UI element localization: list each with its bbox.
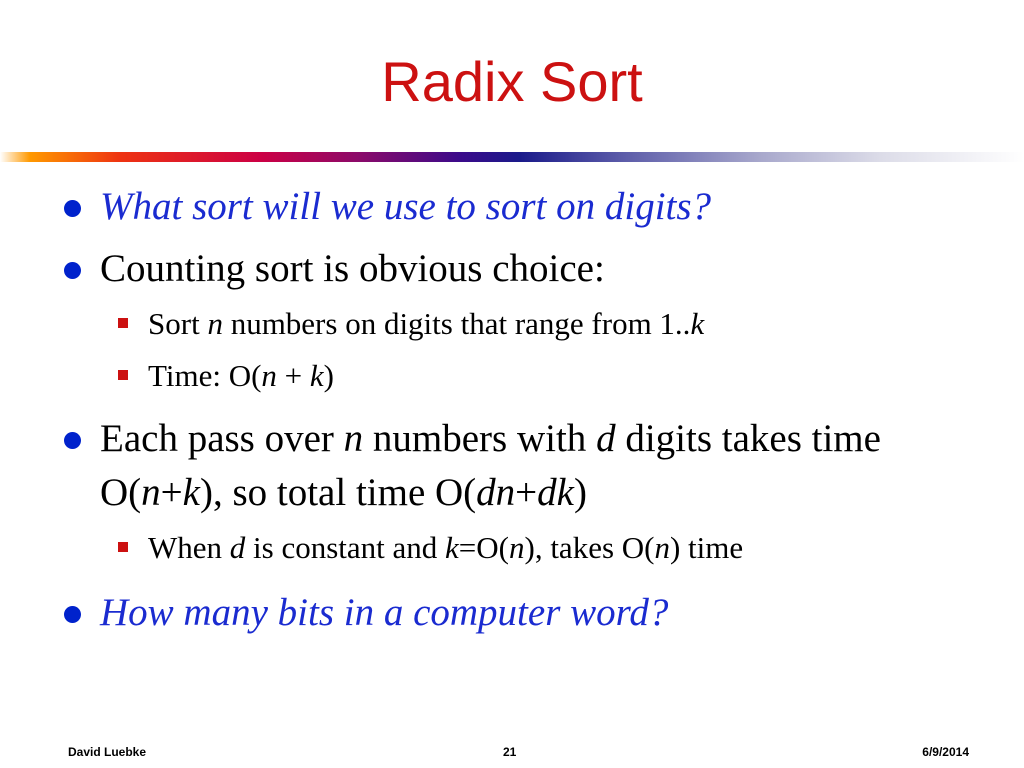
bullet-each-pass [0,412,1024,520]
text-segment: ) time [669,530,744,565]
square-bullet-icon [118,318,128,328]
bullet-text: How many bits in a computer word? [100,591,669,634]
slide-title: Radix Sort [381,50,643,113]
math-var: n [141,471,161,514]
math-var: k [690,306,705,341]
bullet-text: Counting sort is obvious choice: [100,247,605,290]
text-segment: Each pass over [100,417,344,460]
text-segment: =O( [458,530,509,565]
round-bullet-icon [64,432,81,449]
text-segment: is constant and [245,530,446,565]
footer-author: David Luebke [68,745,147,759]
text-segment: numbers with [363,417,597,460]
text-segment: ), so total time O( [199,471,477,514]
text-segment: ), takes O( [524,530,655,565]
text-segment: numbers on digits that range from 1.. [222,306,691,341]
math-var: dn [476,471,516,514]
math-var: n [343,417,364,460]
footer-date: 6/9/2014 [922,745,969,759]
round-bullet-icon [64,200,81,217]
sub-bullet-time [0,352,1024,400]
footer-page-number: 21 [503,745,517,759]
math-var: n [261,358,277,393]
sub-bullet-constant-d [0,524,1024,572]
math-var: d [596,417,616,460]
square-bullet-icon [118,542,128,552]
math-var: n [509,530,525,565]
round-bullet-icon [64,606,81,623]
text-segment: + [160,471,183,514]
text-segment: + [515,471,538,514]
math-var: k [182,471,200,514]
sub-bullet-sort-n-numbers [0,300,1024,348]
math-var: dk [537,471,574,514]
bullet-counting-sort [0,242,1024,296]
math-var: n [654,530,670,565]
bullet-question-bits [0,586,1024,640]
round-bullet-icon [64,262,81,279]
math-var: k [445,530,459,565]
text-segment: ) [323,358,334,393]
title-divider [0,152,1024,162]
square-bullet-icon [118,370,128,380]
text-segment: + [276,358,310,393]
text-segment: When [148,530,230,565]
math-var: k [309,358,324,393]
text-segment: digits takes time O( [100,417,881,514]
text-segment: Time: O( [148,358,262,393]
bullet-text: What sort will we use to sort on digits? [100,185,712,228]
math-var: d [229,530,246,565]
slide-body [0,180,1024,640]
text-segment: ) [573,471,587,514]
bullet-question-digits [0,180,1024,234]
math-var: n [207,306,223,341]
text-segment: Sort [148,306,208,341]
